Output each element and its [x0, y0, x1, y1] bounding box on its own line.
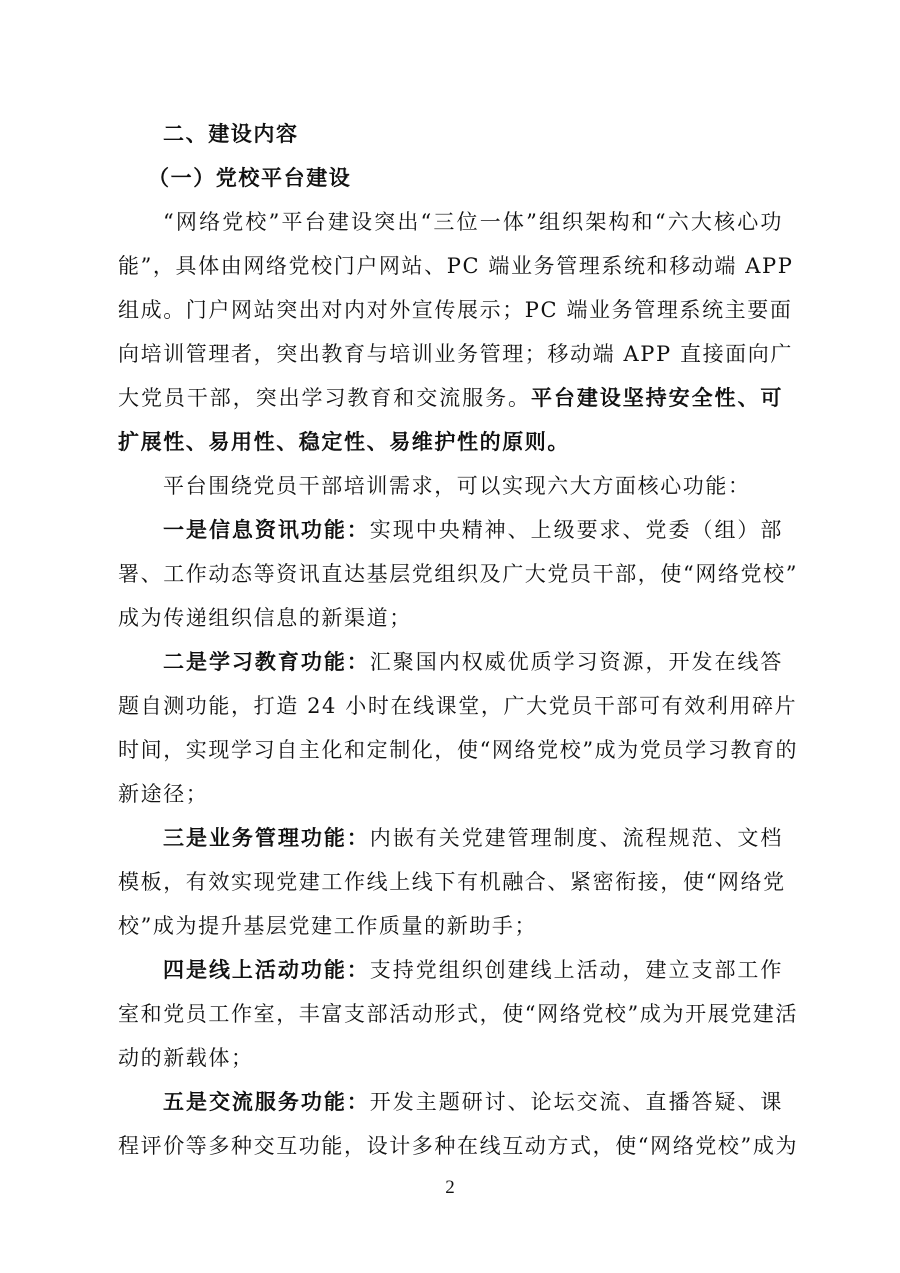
function-label: 二是学习教育功能：	[163, 649, 370, 674]
subsection-heading: （一）党校平台建设	[148, 165, 352, 190]
function-item-information	[118, 508, 799, 640]
function-item-activities	[118, 948, 799, 1080]
function-item-management	[118, 816, 786, 948]
paragraph-platform-overview	[118, 200, 794, 464]
function-label: 五是交流服务功能：	[163, 1089, 370, 1114]
paragraph-text: 内嵌有关党建管理制度、流程规范、文档	[369, 826, 783, 850]
paragraph-line: 能”，具体由网络党校门户网站、PC 端业务管理系统和移动端 APP	[118, 254, 794, 278]
section-heading: 二、建设内容	[163, 121, 299, 146]
paragraph-text: 大党员干部，突出学习教育和交流服务。	[118, 386, 531, 410]
page-number: 2	[445, 1177, 455, 1198]
paragraph-text: 支持党组织创建线上活动，建立支部工作	[369, 958, 783, 982]
function-item-learning	[118, 640, 799, 816]
paragraph-line: 时间，实现学习自主化和定制化，使“网络党校”成为党员学习教育的	[118, 738, 799, 762]
paragraph-line	[118, 1080, 783, 1124]
paragraph-line: 成为传递组织信息的新渠道；	[118, 606, 412, 630]
paragraph-line: 校”成为提升基层党建工作质量的新助手；	[118, 914, 538, 938]
paragraph-line: 署、工作动态等资讯直达基层党组织及广大党员干部，使“网络党校”	[118, 562, 799, 586]
paragraph-line: 模板，有效实现党建工作线上线下有机融合、紧密衔接，使“网络党	[118, 870, 786, 894]
paragraph-line	[118, 508, 783, 552]
paragraph-line	[118, 816, 783, 860]
paragraph-line: “网络党校”平台建设突出“三位一体”组织架构和“六大核心功	[163, 210, 783, 234]
paragraph-line	[118, 376, 783, 420]
document-body	[118, 112, 799, 1168]
paragraph-line: 向培训管理者，突出教育与培训业务管理；移动端 APP 直接面向广	[118, 342, 793, 366]
paragraph-line	[118, 640, 783, 684]
paragraph-text: 实现中央精神、上级要求、党委（组）部	[369, 518, 783, 542]
function-item-exchange	[118, 1080, 799, 1168]
function-label: 三是业务管理功能：	[163, 825, 370, 850]
paragraph-line	[118, 948, 783, 992]
paragraph-line: 程评价等多种交互功能，设计多种在线互动方式，使“网络党校”成为	[118, 1134, 799, 1158]
paragraph-functions-intro	[118, 464, 783, 508]
paragraph-line: 组成。门户网站突出对内对外宣传展示；PC 端业务管理系统主要面	[118, 298, 793, 322]
paragraph-line: 动的新载体；	[118, 1046, 254, 1070]
paragraph-line: 新途径；	[118, 782, 209, 806]
paragraph-text: 汇聚国内权威优质学习资源，开发在线答	[369, 650, 783, 674]
function-label: 一是信息资讯功能：	[163, 517, 370, 542]
function-label: 四是线上活动功能：	[163, 957, 370, 982]
paragraph-line: 平台围绕党员干部培训需求，可以实现六大方面核心功能：	[163, 474, 751, 498]
paragraph-emphasis: 平台建设坚持安全性、可	[530, 385, 783, 410]
paragraph-line: 题自测功能，打造 24 小时在线课堂，广大党员干部可有效利用碎片	[118, 694, 798, 718]
paragraph-line: 室和党员工作室，丰富支部活动形式，使“网络党校”成为开展党建活	[118, 1002, 799, 1026]
paragraph-emphasis-line: 扩展性、易用性、稳定性、易维护性的原则。	[118, 429, 570, 454]
paragraph-text: 开发主题研讨、论坛交流、直播答疑、课	[369, 1090, 783, 1114]
